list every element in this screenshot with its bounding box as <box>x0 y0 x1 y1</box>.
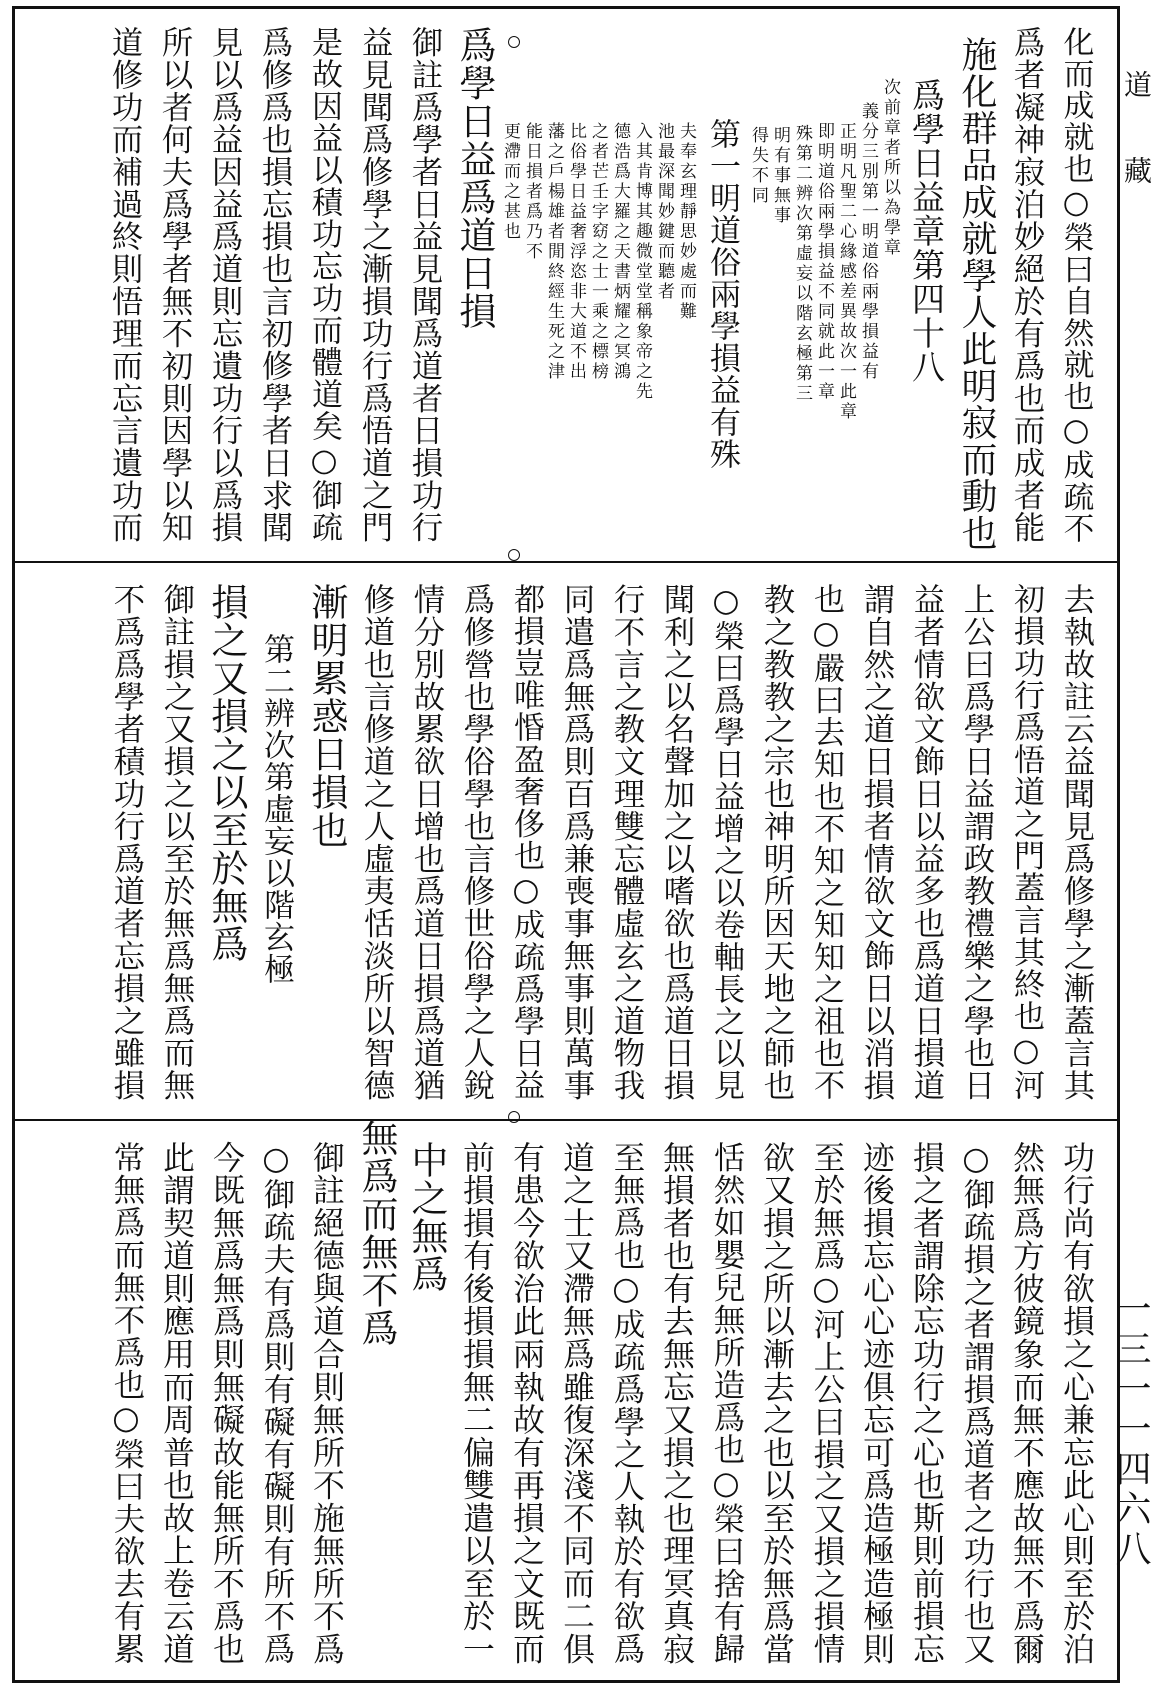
text-column: 漸明累惑日損也 <box>305 583 348 849</box>
text-column: 行不言之教文理雙忘體虛玄之道物我 <box>608 583 644 1102</box>
text-panel-3 <box>12 1119 1120 1683</box>
text-column: 都損豈唯惛盈奢侈也○成疏爲學日益 <box>508 583 544 1102</box>
text-column: 益者情欲文飾日以益多也爲道日損道 <box>908 583 944 1102</box>
text-column: ○榮曰爲學日益增之以卷軸長之以見 <box>708 583 744 1102</box>
text-column: 損之又損之以至於無爲 <box>205 583 248 963</box>
text-column: 初損功行爲悟道之門蓋言其終也○河 <box>1008 583 1044 1102</box>
text-column: 迹後損忘心心迹俱忘可爲造極造極則 <box>858 1141 894 1666</box>
library-label: 道藏 <box>1120 70 1153 242</box>
annotation-column: 能日損者爲乃不 <box>522 122 542 262</box>
text-column: 今既無爲無爲則無礙故能無所不爲也 <box>208 1141 244 1666</box>
text-column: 欲又損之所以漸去之也以至於無爲當 <box>758 1141 794 1666</box>
annotation-column: 更滯而之甚也 <box>500 122 520 242</box>
text-column: ○御疏損之者謂損爲道者之功行也又 <box>958 1141 994 1665</box>
text-column: 同遣爲無爲則百爲兼喪事無事則萬事 <box>558 583 594 1102</box>
text-column: 教之教教之宗也神明所因天地之師也 <box>758 583 794 1102</box>
text-column: 前損損有後損損無二偏雙遣以至於一 <box>458 1141 494 1666</box>
text-column: 功行尚有欲損之心兼忘此心則至於泊 <box>1058 1141 1094 1666</box>
text-column: 化而成就也○榮曰自然就也○成疏不 <box>1058 26 1094 545</box>
text-column: 御註絕德與道合則無所不施無所不爲 <box>308 1141 344 1666</box>
text-column: 無損者也有去無忘又損之也理冥真寂 <box>658 1141 694 1666</box>
annotation-column: 義分三別第一明道俗兩學損益有 <box>858 102 878 382</box>
annotation-column: 夫奉玄理靜思妙處而難 <box>676 122 696 322</box>
text-column: 修道也言修道之人虛夷恬淡所以智德 <box>358 583 394 1102</box>
text-column: 見以爲益因益爲道則忘遺功行以爲損 <box>206 26 242 544</box>
text-column: ○御疏夫有爲則有礙有礙則有所不爲 <box>258 1141 294 1665</box>
text-column: 是故因益以積功忘功而體道矣○御疏 <box>306 26 342 544</box>
text-column: 御註損之又損之以至於無爲無爲而無 <box>158 583 194 1102</box>
text-column: 有患今欲治此兩執故有再損之文既而 <box>508 1141 544 1666</box>
annotation-column: 明有事無事 <box>770 126 790 226</box>
column-group-3 <box>100 1119 1100 1666</box>
text-column: 所以者何夫爲學者無不初則因學以知 <box>156 26 192 544</box>
annotation-column: 之者芒壬字窈之士一乘之標榜 <box>588 122 608 382</box>
text-column: 爲者凝神寂泊妙絕於有爲也而成者能 <box>1008 26 1044 544</box>
page-number: 一三一一四六八 <box>1110 1290 1151 1570</box>
text-column: 中之無爲 <box>405 1141 448 1293</box>
section-heading: 第一明道俗兩學損益有殊 <box>704 118 740 470</box>
text-column: 情分別故累欲日增也爲道日損爲道猶 <box>408 583 444 1102</box>
text-panel-2 <box>12 561 1120 1119</box>
text-column: 道之士又滯無爲雖復深淺不同而二俱 <box>558 1141 594 1666</box>
text-column: 謂自然之道日損者情欲文飾日以消損 <box>858 583 894 1102</box>
text-column: 至無爲也○成疏爲學之人執於有欲爲 <box>608 1141 644 1665</box>
section-heading: 第二辨次第虛妄以階玄極 <box>258 633 294 985</box>
punctuation-circle <box>508 1111 520 1123</box>
annotation-column: 比俗學日益奢浮恣非大道不出 <box>566 122 586 382</box>
annotation-column: 池最深聞妙鍵而聽者 <box>654 122 674 302</box>
text-column: 益見聞爲修學之漸損功行爲悟道之門 <box>356 26 392 544</box>
text-column: 此謂契道則應用而周普也故上卷云道 <box>158 1141 194 1666</box>
annotation-column: 即明道俗兩學損益不同就此一章 <box>814 122 834 402</box>
text-column: 道修功而補過終則悟理而忘言遺功而 <box>106 26 142 544</box>
text-column: 聞利之以名聲加之以嗜欲也爲道日損 <box>658 583 694 1102</box>
text-column: 恬然如嬰兒無所造爲也○榮曰捨有歸 <box>708 1141 744 1665</box>
text-column: 也○嚴曰去知也不知之知知之祖也不 <box>808 583 844 1102</box>
column-group-1 <box>98 26 1100 552</box>
text-column: 不爲爲學者積功行爲道者忘損之雖損 <box>108 583 144 1102</box>
text-column: 損之者謂除忘功行之心也斯則前損忘 <box>908 1141 944 1666</box>
chapter-heading: 爲學日益章第四十八 <box>907 78 946 384</box>
annotation-column: 正明凡聖二心緣感差異故次一此章 <box>836 122 856 422</box>
punctuation-circle <box>508 549 520 561</box>
annotation-column: 德浩爲大羅之天書炳耀之冥鴻 <box>610 122 630 382</box>
text-column: 無爲而無不爲 <box>355 1119 398 1347</box>
text-column: 至於無爲○河上公曰損之又損之損情 <box>808 1141 844 1665</box>
text-column: 爲學日益爲道日損 <box>453 26 496 330</box>
text-column: 施化群品成就學人此明寂而動也 <box>956 36 997 552</box>
annotation-column: 藩之戶楊雄者閒終經生死之津 <box>544 122 564 382</box>
annotation-column: 得失不同 <box>748 126 768 206</box>
text-panel-1 <box>12 6 1120 561</box>
text-column: 爲修爲也損忘損也言初修學者日求聞 <box>256 26 292 544</box>
annotation-column: 殊第二辨次第虛妄以階玄極第三 <box>792 124 812 404</box>
annotation-column: 次前章者所以為學章 <box>880 78 900 258</box>
text-column: 上公曰爲學日益謂政教禮樂之學也日 <box>958 583 994 1102</box>
text-column: 爲修營也學俗學也言修世俗學之人銳 <box>458 583 494 1102</box>
text-column: 然無爲方彼鏡象而無不應故無不爲爾 <box>1008 1141 1044 1666</box>
annotation-column: 入其肯博其趣微堂堂稱象帝之先 <box>632 122 652 402</box>
text-column: 去執故註云益聞見爲修學之漸蓋言其 <box>1058 583 1094 1102</box>
column-group-2 <box>100 583 1100 1101</box>
text-column: 御註爲學者日益見聞爲道者日損功行 <box>406 26 442 544</box>
text-column: 常無爲而無不爲也○榮曰夫欲去有累 <box>108 1141 144 1665</box>
